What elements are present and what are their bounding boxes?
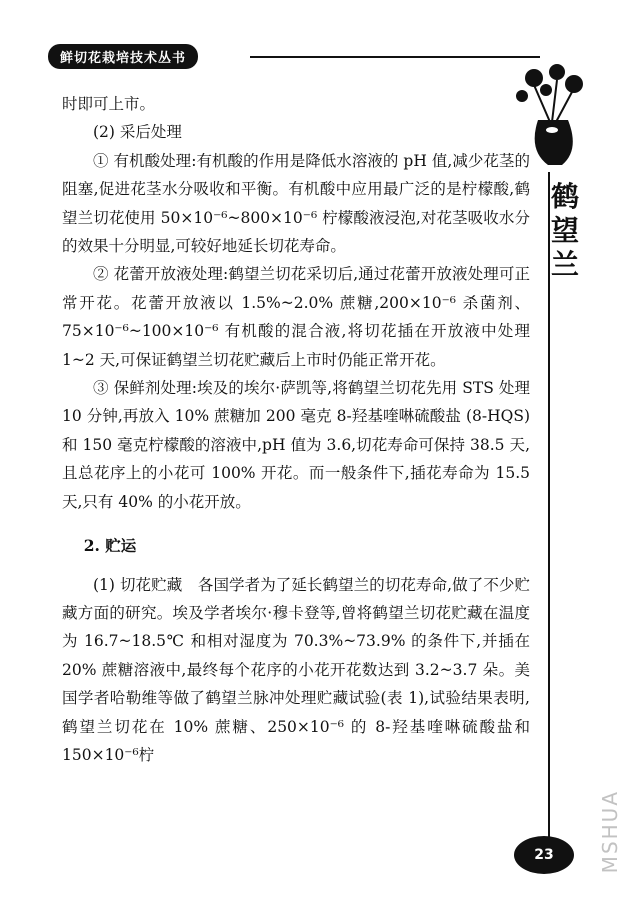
running-header xyxy=(48,44,198,69)
paragraph: ② 花蕾开放液处理:鹤望兰切花采切后,通过花蕾开放液处理可正常开花。花蕾开放液以 1.5%~2.0% 蔗糖,200×10⁻⁶ 杀菌剂、75×10⁻⁶~100×10⁻⁶ 有机酸的混合液,将切花插在开放液中处理 1~2 天,可保证鹤望兰切花贮藏后上市时仍能正常开花。 xyxy=(62,265,530,369)
subsection-heading: (2) 采后处理 xyxy=(93,123,182,142)
paragraph: 时即可上市。 xyxy=(62,95,156,113)
section-heading: 2. 贮运 xyxy=(83,536,137,556)
series-title: 鲜切花栽培技术丛书 xyxy=(48,44,198,69)
paragraph: (1) 切花贮藏 各国学者为了延长鹤望兰的切花寿命,做了不少贮藏方面的研究。埃及学者埃尔·穆卡登等,曾将鹤望兰切花贮藏在温度为 16.7~18.5℃ 和相对湿度为 70.3%~73.9% 的条件下,并插在 20% 蔗糖溶液中,最终每个花序的小花开花数达到 3.2~3.7 朵。美国学者哈勒维等做了鹤望兰脉冲处理贮藏试验(表 1),试验结果表明,鹤望兰切花在 10% 蔗糖、250×10⁻⁶ 的 8-羟基喹啉硫酸盐和 150×10⁻⁶柠 xyxy=(62,575,530,764)
side-title: 鹤望兰 xyxy=(550,180,579,281)
paragraph: ③ 保鲜剂处理:埃及的埃尔·萨凯等,将鹤望兰切花先用 STS 处理 10 分钟,再放入 10% 蔗糖加 200 毫克 8-羟基喹啉硫酸盐 (8-HQS) 和 150 毫克柠檬酸的溶液中,pH 值为 3.6,切花寿命可保持 38.5 天,且总花序上的小花可 100% 开花。而一般条件下,插花寿命为 15.5 天,只有 40% 的小花开放。 xyxy=(62,379,530,511)
header-rule xyxy=(250,56,540,58)
paragraph: ① 有机酸处理:有机酸的作用是降低水溶液的 pH 值,减少花茎的阻塞,促进花茎水分吸收和平衡。有机酸中应用最广泛的是柠檬酸,鹤望兰切花使用 50×10⁻⁶~800×10⁻⁶ 柠檬酸液浸泡,对花茎吸收水分的效果十分明显,可较好地延长切花寿命。 xyxy=(62,151,530,256)
watermark: MSHUA xyxy=(598,790,622,874)
page-number: 23 xyxy=(514,836,574,874)
body-text xyxy=(62,90,530,769)
